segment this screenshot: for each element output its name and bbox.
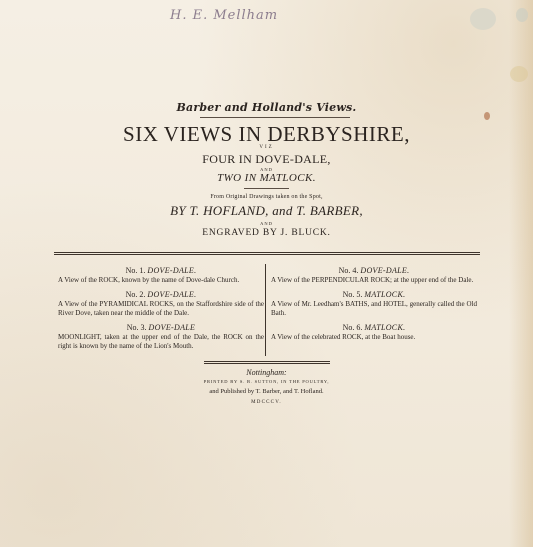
series-title: Barber and Holland's Views. (176, 101, 357, 114)
views-left-column (58, 266, 264, 356)
view-description: MOONLIGHT, taken at the upper end of the Dale, the ROCK on the right is known by the name of the Lion's Mouth. (58, 333, 264, 350)
imprint-place: Nottingham: (246, 368, 287, 377)
view-heading (58, 323, 264, 332)
view-number: No. 4. (338, 266, 359, 275)
paper-stain (510, 66, 528, 82)
engraver-line: ENGRAVED BY J. BLUCK. (202, 228, 331, 238)
paper-stain (516, 8, 528, 22)
view-number: No. 5. (342, 290, 363, 299)
view-place: DOVE-DALE. (147, 266, 197, 275)
view-number: No. 6. (342, 323, 363, 332)
view-place: DOVE-DALE (148, 323, 196, 332)
view-heading (58, 266, 264, 275)
view-place: DOVE-DALE. (360, 266, 410, 275)
artists-line: BY T. HOFLAND, and T. BARBER, (170, 203, 363, 218)
view-description: A View of the celebrated ROCK, at the Boat house. (271, 333, 416, 341)
view-description: A View of the ROCK, known by the name of Dove-dale Church. (58, 276, 240, 284)
view-place: MATLOCK. (364, 290, 406, 299)
drawings-note: From Original Drawings taken on the Spot, (210, 194, 323, 200)
divider-rule (244, 188, 289, 189)
view-description: A View of the PYRAMIDICAL ROCKS, on the Staffordshire side of the River Dove, taken near the middle of the Dale. (58, 300, 264, 317)
paper-stain (470, 8, 496, 30)
subtitle-dove-dale: FOUR IN DOVE-DALE, (202, 152, 331, 166)
and-label: AND (260, 167, 273, 172)
imprint-printer: PRINTED BY S. B. SUTTON, IN THE POULTRY, (203, 379, 330, 384)
imprint-publisher: and Published by T. Barber, and T. Hofland. (209, 388, 324, 395)
column-divider (265, 264, 266, 356)
viz-label: VIZ (259, 145, 274, 150)
double-rule (54, 252, 480, 253)
double-rule (54, 254, 480, 255)
view-description: A View of Mr. Leedham's BATHS, and HOTEL, generally called the Old Bath. (271, 300, 477, 317)
view-place: DOVE-DALE. (147, 290, 197, 299)
main-title: SIX VIEWS IN DERBYSHIRE, (123, 122, 410, 146)
view-place: MATLOCK. (364, 323, 406, 332)
views-right-column (271, 266, 477, 347)
view-heading (271, 323, 477, 332)
view-number: No. 1. (125, 266, 146, 275)
view-heading (271, 266, 477, 275)
handwritten-signature: H. E. Mellham (170, 8, 279, 23)
imprint-rule (204, 363, 330, 364)
subtitle-matlock: TWO IN MATLOCK. (217, 172, 316, 184)
imprint-date: MDCCCV. (251, 400, 282, 405)
view-number: No. 3. (126, 323, 147, 332)
series-underline (200, 117, 350, 118)
imprint-rule (204, 361, 330, 362)
paper-edge (509, 0, 533, 547)
view-description: A View of the PERPENDICULAR ROCK; at the upper end of the Dale. (271, 276, 474, 284)
and-label: AND (260, 221, 273, 226)
view-heading (58, 290, 264, 299)
view-heading (271, 290, 477, 299)
view-number: No. 2. (125, 290, 146, 299)
